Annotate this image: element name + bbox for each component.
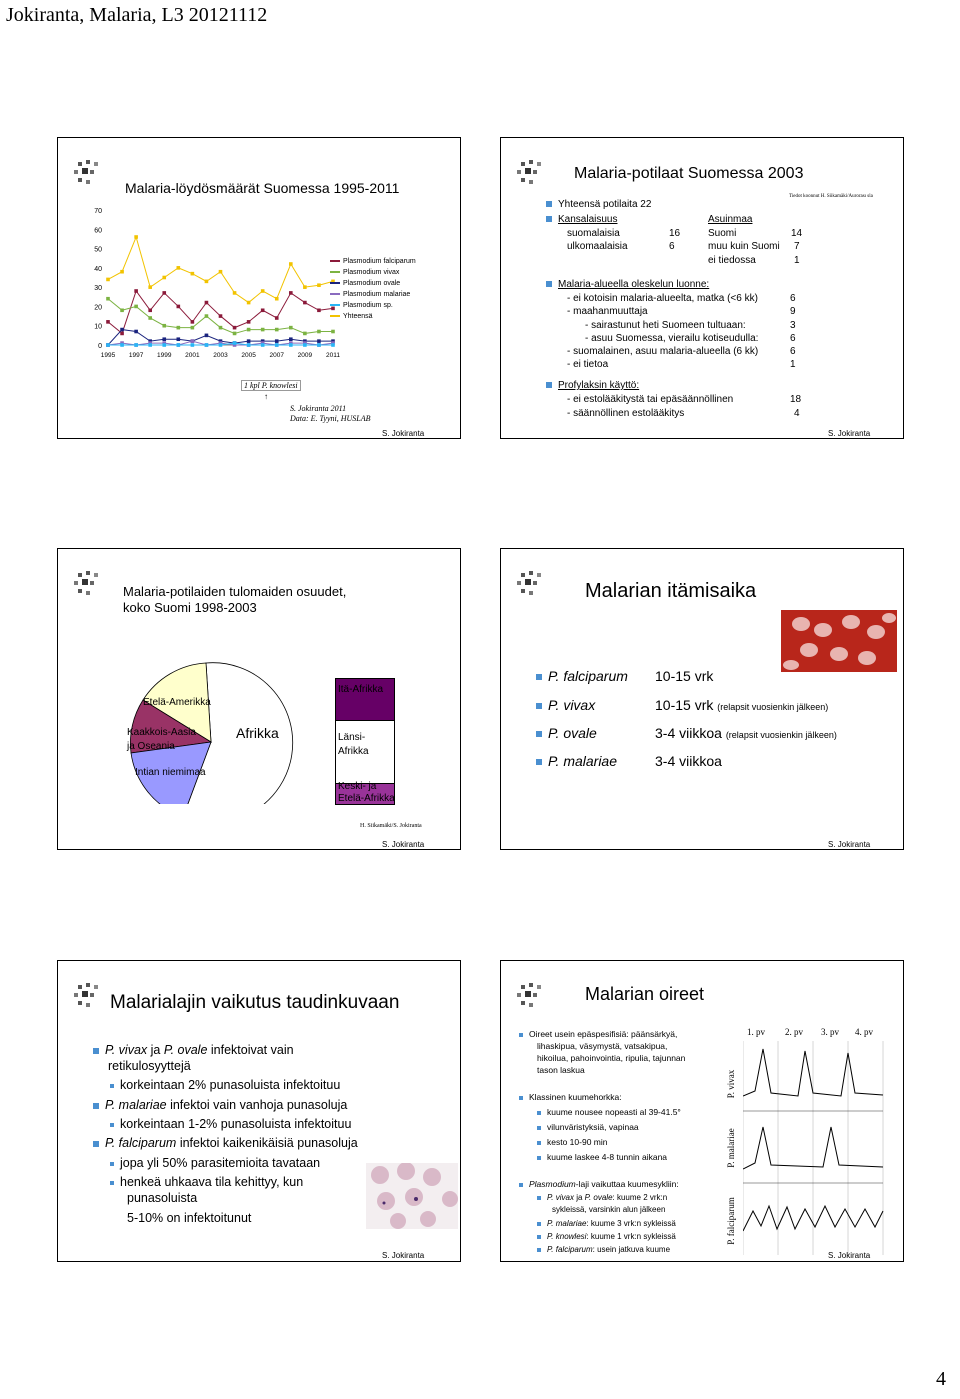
data-point [331,330,335,334]
stay-value: 6 [790,333,796,344]
text: : usein jatkuva kuume [592,1245,671,1254]
slide-credit: S. Jokiranta [828,429,871,438]
day-label: 4. pv [855,1027,873,1037]
species-falciparum: P. falciparum [105,1136,177,1150]
text-line: henkeä uhkaava tila kehittyy, kun [120,1175,304,1189]
line-chart [78,202,348,372]
text-line: retikulosyyttejä [108,1059,191,1073]
data-point [120,332,124,336]
label-central-africa-2: Etelä-Afrikka [338,793,395,804]
incubation-time: 3-4 viikkoa [655,725,722,741]
slide-patients-2003 [500,137,904,439]
text-line: hikoilua, pahoinvointia, ripulia, tajunnan [537,1053,686,1063]
slide-incubation-period [500,548,904,850]
data-point [303,301,307,305]
data-point [233,341,237,345]
sub-bullet-icon [110,1084,114,1088]
incubation-time: 10-15 vrk [655,668,714,684]
slide-title-line1: Malaria-potilaiden tulomaiden osuudet, [123,584,347,599]
sub-bullet-icon [537,1222,541,1226]
sub-bullet-icon [537,1235,541,1239]
text-line: kuume laskee 4-8 tunnin aikana [547,1152,668,1162]
legend-item [330,300,416,311]
slide-title: Malarian itämisaika [585,580,757,602]
text-line: 5-10% on infektoitunut [127,1211,252,1225]
stay-label: - ei kotoisin malaria-alueelta, matka (<6 kk) [567,293,758,304]
text-line: vilunväristyksiä, vapinaa [547,1122,639,1132]
data-point [261,343,265,347]
data-point [162,343,166,347]
legend-swatch [330,293,340,295]
slide-title-line2: koko Suomi 1998-2003 [123,600,257,615]
sub-bullet-icon [537,1126,541,1130]
legend-item [330,278,416,289]
bullet-icon [536,731,542,737]
stay-value: 3 [790,320,796,331]
data-point [275,297,279,301]
data-point [275,339,279,343]
data-point [233,332,237,336]
species-name: P. vivax [548,697,596,713]
label-southeast-asia: Kaakkois-Aasia [127,727,196,738]
x-tick-label: 2011 [326,352,340,359]
text: : kuume 3 vrk:n sykleissä [586,1219,676,1228]
label-central-africa-1: Keski- ja [338,781,377,792]
bullet-icon [519,1096,523,1100]
data-point [233,326,237,330]
residence-value: 1 [794,255,800,266]
slide-species-effect [57,960,461,1262]
relapse-note: (relapsit vuosienkin jälkeen) [717,702,829,712]
data-point [134,289,138,293]
bullet-icon [546,201,552,207]
relapse-note: (relapsit vuosienkin jälkeen) [725,730,837,740]
data-point [106,297,110,301]
sub-bullet-icon [537,1141,541,1145]
data-point [303,285,307,289]
data-point [177,305,181,309]
bullet-icon [546,216,552,222]
text: infektoi kaikenikäisiä punasoluja [176,1136,358,1150]
text: ja [147,1043,164,1057]
label-africa: Afrikka [236,725,279,741]
data-point [289,262,293,266]
data-point [289,291,293,295]
stay-value: 6 [790,293,796,304]
data-point [205,343,209,347]
slide-credit: S. Jokiranta [382,1251,425,1260]
sub-bullet-icon [537,1248,541,1252]
sub-bullet-icon [537,1196,541,1200]
day-label: 3. pv [821,1027,839,1037]
prophylaxis-heading: Profylaksin käyttö: [558,380,640,391]
y-tick-label: 70 [94,208,102,215]
y-tick-label: 10 [94,323,102,331]
data-point [261,308,265,312]
legend-item [330,267,416,278]
legend-label: Plasmodium falciparum [343,258,416,265]
data-point [177,326,181,330]
data-point [275,343,279,347]
text-line: kuume nousee nopeasti al 39-41.5° [547,1107,681,1117]
page-number: 4 [936,1368,946,1390]
data-point [177,266,181,270]
prophylaxis-label: - ei estolääkitystä tai epäsäännöllinen [567,394,734,405]
sub-bullet-icon [537,1156,541,1160]
text-line: korkeintaan 1-2% punasoluista infektoituu [120,1117,352,1131]
sub-bullet-icon [537,1111,541,1115]
data-point [205,301,209,305]
prophylaxis-label: - säännöllinen estolääkitys [567,408,685,419]
label-oseania: ja Oseania [127,741,175,752]
species: P. malariae [547,1219,587,1228]
text: infektoi vain vanhoja punasoluja [166,1098,348,1112]
bullet-icon [536,674,542,680]
fever-label-malariae: P. malariae [726,1128,736,1168]
data-point [162,337,166,341]
legend-label: Plasmodium vivax [343,269,400,276]
data-point [303,343,307,347]
data-point [191,320,195,324]
y-tick-label: 40 [94,265,102,273]
residence-value: 7 [794,241,800,252]
data-point [247,320,251,324]
prophylaxis-value: 4 [794,408,800,419]
university-logo-icon [72,981,106,1011]
data-point [261,328,265,332]
legend-swatch [330,315,340,317]
text: : kuume 2 vrk:n [612,1193,668,1202]
data-point [120,270,124,274]
text-line: kesto 10-90 min [547,1137,608,1147]
data-point [205,314,209,318]
knowlesi-annotation: 1 kpl P. knowlesi [241,380,301,391]
text: ja [573,1193,585,1202]
chart-legend [330,256,416,322]
label-west-africa-1: Länsi- [338,732,366,743]
data-point [261,289,265,293]
data-point [247,343,251,347]
data-point [148,308,152,312]
legend-swatch [330,282,340,284]
text-line: jopa yli 50% parasitemioita tavataan [120,1156,321,1170]
data-point [134,330,138,334]
bullet-icon [93,1103,99,1109]
data-point [317,343,321,347]
text: : kuume 1 vrk:n sykleissä [586,1232,676,1241]
stay-label: - ei tietoa [567,359,609,370]
data-point [162,276,166,280]
genus-name: Plasmodium [529,1179,576,1189]
data-point [106,320,110,324]
data-point [331,343,335,347]
bullet-icon [519,1033,523,1037]
label-west-africa-2: Afrikka [338,746,369,757]
legend-item [330,289,416,300]
y-tick-label: 50 [94,246,102,254]
legend-item [330,256,416,267]
bullet-icon [519,1183,523,1187]
prophylaxis-value: 18 [790,394,802,405]
slide-malaria-findings [57,137,461,439]
data-point [191,339,195,343]
text-line: Klassinen kuumehorkka: [529,1092,622,1102]
data-point [177,337,181,341]
text-line: sykleissä, varsinkin alun jälkeen [552,1205,666,1214]
data-point [275,328,279,332]
data-point [134,235,138,239]
blood-smear-image [781,610,897,672]
residence-label: Suomi [708,228,737,239]
data-point [289,343,293,347]
y-tick-label: 60 [94,227,102,235]
sub-bullet-icon [110,1123,114,1127]
sub-bullet-icon [110,1181,114,1185]
data-point [134,305,138,309]
x-tick-label: 2005 [241,352,256,359]
infected-cells-image [366,1163,458,1229]
data-point [219,270,223,274]
text: infektoivat vain [207,1043,294,1057]
x-tick-label: 1995 [100,352,116,359]
text-line: Oireet usein epäspesifisiä: päänsärkyä, [529,1029,678,1039]
species: P. falciparum [547,1245,593,1254]
data-point [317,339,321,343]
legend-label: Plasmodium ovale [343,280,401,287]
stay-label: - sairastunut heti Suomeen tultuaan: [585,320,746,331]
y-tick-label: 30 [94,285,102,293]
data-point [162,324,166,328]
text-line: korkeintaan 2% punasoluista infektoituu [120,1078,341,1092]
data-point [219,343,223,347]
y-tick-label: 0 [98,343,102,350]
slide-credit: S. Jokiranta [828,1251,871,1260]
fever-label-falciparum: P. falciparum [726,1197,736,1245]
incubation-time: 10-15 vrk [655,697,714,713]
series-line [108,237,333,303]
residence-label: muu kuin Suomi [708,241,780,252]
bullet-icon [546,382,552,388]
y-tick-label: 20 [94,304,102,312]
data-point [219,314,223,318]
fever-curves-diagram [743,1041,885,1255]
legend-swatch [330,271,340,273]
university-logo-icon [72,158,106,188]
data-point [247,301,251,305]
data-point [191,343,195,347]
data-point [148,285,152,289]
chart-credit: H. Siikamäki/S. Jokiranta [360,823,422,829]
data-point [106,278,110,282]
data-point [120,308,124,312]
species: P. ovale [584,1193,613,1202]
bullet-icon [93,1141,99,1147]
text-line: punasoluista [127,1191,198,1205]
data-point [289,326,293,330]
stay-value: 1 [790,359,796,370]
x-tick-label: 2007 [269,352,284,359]
species-name: P. ovale [548,725,597,741]
species-vivax: P. vivax [105,1043,148,1057]
data-point [120,343,124,347]
x-tick-label: 1999 [157,352,172,359]
stay-label: - maahanmuuttaja [567,306,648,317]
total-patients: Yhteensä potilaita 22 [558,199,652,210]
data-point [205,280,209,284]
species: P. vivax [547,1193,574,1202]
label-south-america: Etelä-Amerikka [143,697,211,708]
slide-credit: S. Jokiranta [382,840,425,849]
nationality-value: 16 [669,228,681,239]
slide-credit: S. Jokiranta [382,429,425,438]
residence-label: ei tiedossa [708,255,756,266]
source-note: Tiedot koonnut H. Siikamäki/Aurorası sla [789,194,873,199]
species: P. knowlesi [547,1232,587,1241]
university-logo-icon [72,569,106,599]
university-logo-icon [515,569,549,599]
x-tick-label: 1997 [128,352,144,359]
bullet-icon [546,281,552,287]
data-point [247,328,251,332]
text-line: tason laskua [537,1065,585,1075]
university-logo-icon [515,158,549,188]
legend-swatch [330,304,340,306]
stay-label: - asuu Suomessa, vierailu kotiseudulla: [585,333,759,344]
day-label: 2. pv [785,1027,803,1037]
nationality-value: 6 [669,241,675,252]
legend-label: Yhteensä [343,313,373,320]
x-tick-label: 2009 [297,352,313,359]
stay-label: - suomalainen, asuu malaria-alueella (6 kk) [567,346,759,357]
data-point [191,272,195,276]
data-point [134,343,138,347]
arrow-up-icon: ↑ [264,392,268,401]
bullet-icon [536,759,542,765]
legend-item [330,311,416,322]
data-point [148,343,152,347]
data-point [233,291,237,295]
legend-swatch [330,260,340,262]
species-ovale: P. ovale [163,1043,208,1057]
data-point [162,291,166,295]
data-point [247,339,251,343]
stay-value: 9 [790,306,796,317]
bullet-icon [93,1048,99,1054]
stay-heading: Malaria-alueella oleskelun luonne: [558,279,710,290]
data-point [317,308,321,312]
incubation-time: 3-4 viikkoa [655,753,722,769]
day-label: 1. pv [747,1027,765,1037]
text-line: lihaskipua, väsymystä, vatsakipua, [537,1041,668,1051]
slide-credit: S. Jokiranta [828,840,871,849]
data-point [317,283,321,287]
x-tick-label: 2001 [185,352,200,359]
data-point [219,326,223,330]
legend-label: Plasmodium sp. [343,302,393,309]
data-credit: Data: E. Tyyni, HUSLAB [290,414,371,423]
document-header: Jokiranta, Malaria, L3 20121112 [6,4,268,26]
slide-title: Malarialajin vaikutus taudinkuvaan [110,992,400,1013]
data-point [120,328,124,332]
nationality-heading: Kansalaisuus [558,214,618,225]
sub-bullet-icon [110,1162,114,1166]
data-point [205,334,209,338]
label-east-africa: Itä-Afrikka [338,684,384,695]
data-point [148,316,152,320]
species-name: P. falciparum [548,668,628,684]
stay-value: 6 [790,346,796,357]
residence-heading: Asuinmaa [708,214,753,225]
label-indian-subcontinent: Intian niemimaa [135,767,206,778]
slide-title: Malaria-löydösmäärät Suomessa 1995-2011 [125,180,400,196]
data-point [106,343,110,347]
fever-label-vivax: P. vivax [726,1069,736,1099]
data-point [177,343,181,347]
nationality-label: ulkomaalaisia [567,241,628,252]
slide-malaria-symptoms [500,960,904,1262]
x-tick-label: 2003 [213,352,228,359]
data-point [275,316,279,320]
slide-title: Malarian oireet [585,984,705,1004]
bullet-icon [536,703,542,709]
slide-title: Malaria-potilaat Suomessa 2003 [574,165,804,182]
university-logo-icon [515,981,549,1011]
residence-value: 14 [791,228,803,239]
data-point [289,337,293,341]
author-credit: S. Jokiranta 2011 [290,404,347,413]
text: -laji vaikuttaa kuumesykliin: [575,1179,679,1189]
slide-countries-of-origin [57,548,461,850]
nationality-label: suomalaisia [567,228,620,239]
legend-label: Plasmodium malariae [343,291,411,298]
data-point [317,330,321,334]
data-point [303,332,307,336]
species-malariae: P. malariae [105,1098,167,1112]
species-name: P. malariae [548,753,618,769]
data-point [191,326,195,330]
